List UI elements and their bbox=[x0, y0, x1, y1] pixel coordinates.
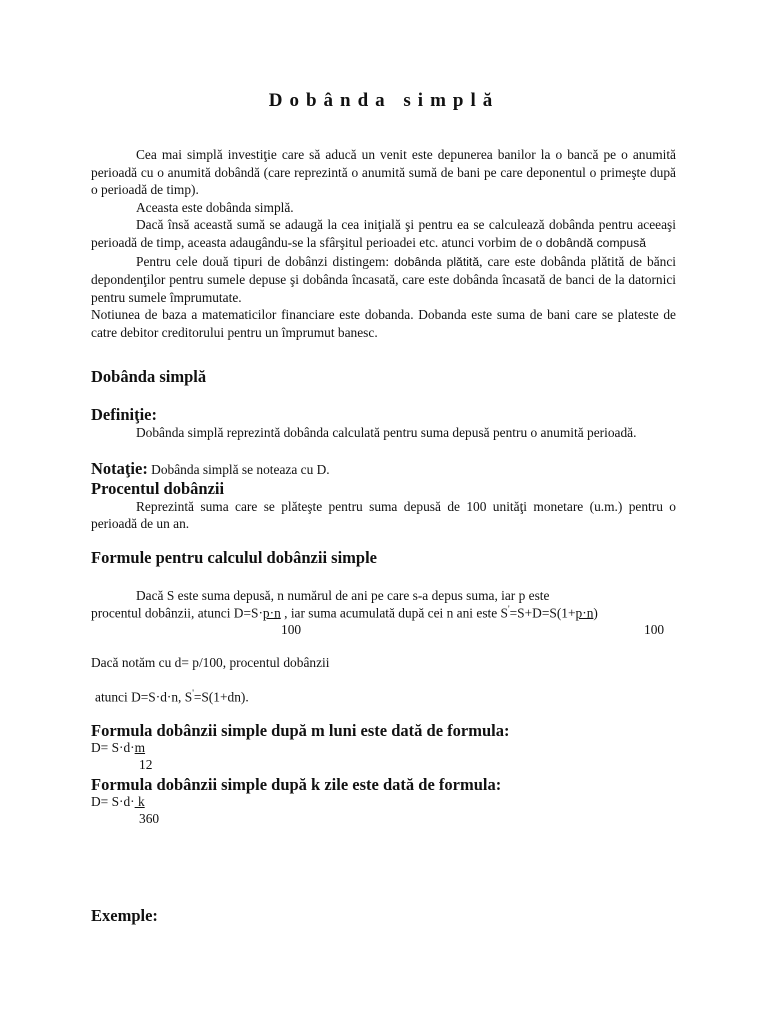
intro-paragraph-5 bbox=[91, 306, 676, 341]
formula-k-zile bbox=[91, 794, 145, 810]
formule-line-2-a: procentul dobânzii, atunci D=S· bbox=[91, 605, 263, 621]
intro-paragraph-2 bbox=[91, 199, 676, 217]
formula-m-luni bbox=[91, 740, 145, 756]
formule-line-2-c: =S+D=S(1+ bbox=[509, 605, 576, 621]
formula-k-zile-heading: Formula dobânzii simple după k zile este dată de formula: bbox=[91, 775, 502, 794]
formula-k-denominator: 360 bbox=[139, 811, 160, 826]
intro-p4-end: , care este dobânda plătită de bănci depondenţilor pentru sumele depuse şi dobânda încasată, care este dobânda încasată de banci de la datornici pentru sumele împrumutate. bbox=[91, 253, 676, 305]
intro-p5-text: Notiunea de baza a matematicilor financiare este dobanda. Dobanda este suma de bani care se plateste de catre debitor creditorului pentru un împrumut banesc. bbox=[91, 307, 676, 340]
intro-p3-text: Dacă însă această sumă se adaugă la cea iniţială şi pentru ea se calculează dobânda pentru aceeaşi perioadă de timp, aceasta adaugându-se la sfârşitul perioadei etc. atunci vorbim de o bbox=[91, 217, 676, 250]
formula-k-prefix: D= S·d· bbox=[91, 794, 135, 809]
prime-mark-2: ' bbox=[192, 688, 194, 698]
formula-m-luni-heading: Formula dobânzii simple după m luni este dată de formula: bbox=[91, 721, 510, 740]
intro-p4-start: Pentru cele două tipuri de dobânzi distingem: bbox=[136, 253, 390, 269]
section-heading-dobanda-simpla: Dobânda simplă bbox=[91, 367, 207, 386]
intro-paragraph-3 bbox=[91, 216, 676, 252]
intro-p1-text: Cea mai simplă investiţie care să aducă un venit este depunerea banilor la o bancă pe o anumită perioadă cu o anumită dobândă (care reprezintă o anumită sumă de bani pe care deponentul o primeşte după o perioadă de timp). bbox=[91, 147, 676, 198]
exemple-heading: Exemple: bbox=[91, 906, 158, 925]
prime-mark-1: ' bbox=[507, 604, 510, 614]
page-title: Dobânda simplă bbox=[268, 90, 500, 111]
fraction-denominator-1: 100 bbox=[281, 622, 302, 637]
notatie-label: Notaţie: bbox=[91, 459, 148, 478]
formule-line-3: Dacă notăm cu d= p/100, procentul dobânzii bbox=[91, 655, 330, 670]
notatie-line bbox=[91, 460, 676, 478]
formule-line-2 bbox=[91, 604, 598, 621]
formula-k-numerator: k bbox=[138, 794, 145, 809]
procent-text: Reprezintă suma care se plăteşte pentru suma depusă de 100 unităţi monetare (u.m.) pentru o perioadă de un an. bbox=[91, 499, 676, 531]
intro-section bbox=[91, 146, 676, 342]
intro-paragraph-4 bbox=[91, 253, 676, 307]
formula-m-numerator: m bbox=[134, 740, 146, 755]
fraction-numerator-1: p·n bbox=[262, 605, 281, 621]
intro-p2-text: Aceasta este dobânda simplă. bbox=[136, 199, 294, 215]
term-dobanda-platita: dobânda plătită bbox=[394, 254, 480, 269]
formule-line-1: Dacă S este suma depusă, n numărul de ani pe care s-a depus suma, iar p este bbox=[136, 588, 550, 603]
definitie-label: Definiţie: bbox=[91, 405, 157, 424]
formule-line-4-a: atunci D=S·d·n, S bbox=[95, 689, 193, 705]
formula-m-prefix: D= S·d· bbox=[91, 740, 135, 755]
definitie-text: Dobânda simplă reprezintă dobânda calculată pentru suma depusă pentru o anumită perioadă. bbox=[136, 425, 637, 440]
fraction-numerator-2: p·n bbox=[575, 605, 594, 621]
section-heading-formule: Formule pentru calculul dobânzii simple bbox=[91, 548, 378, 567]
intro-paragraph-1 bbox=[91, 146, 676, 199]
fraction-denominator-2: 100 bbox=[644, 622, 665, 637]
notatie-text: Dobânda simplă se noteaza cu D. bbox=[151, 462, 330, 477]
term-dobanda-compusa: dobândă compusă bbox=[545, 235, 647, 250]
procentul-dobanzii-heading: Procentul dobânzii bbox=[91, 479, 225, 498]
formule-line-2-b: , iar suma acumulată după cei n ani este S bbox=[284, 605, 508, 621]
formule-line-2-d: ) bbox=[593, 605, 598, 621]
formule-line-4 bbox=[95, 688, 249, 705]
formule-line-4-b: =S(1+dn). bbox=[193, 689, 249, 705]
formula-m-denominator: 12 bbox=[139, 757, 153, 772]
